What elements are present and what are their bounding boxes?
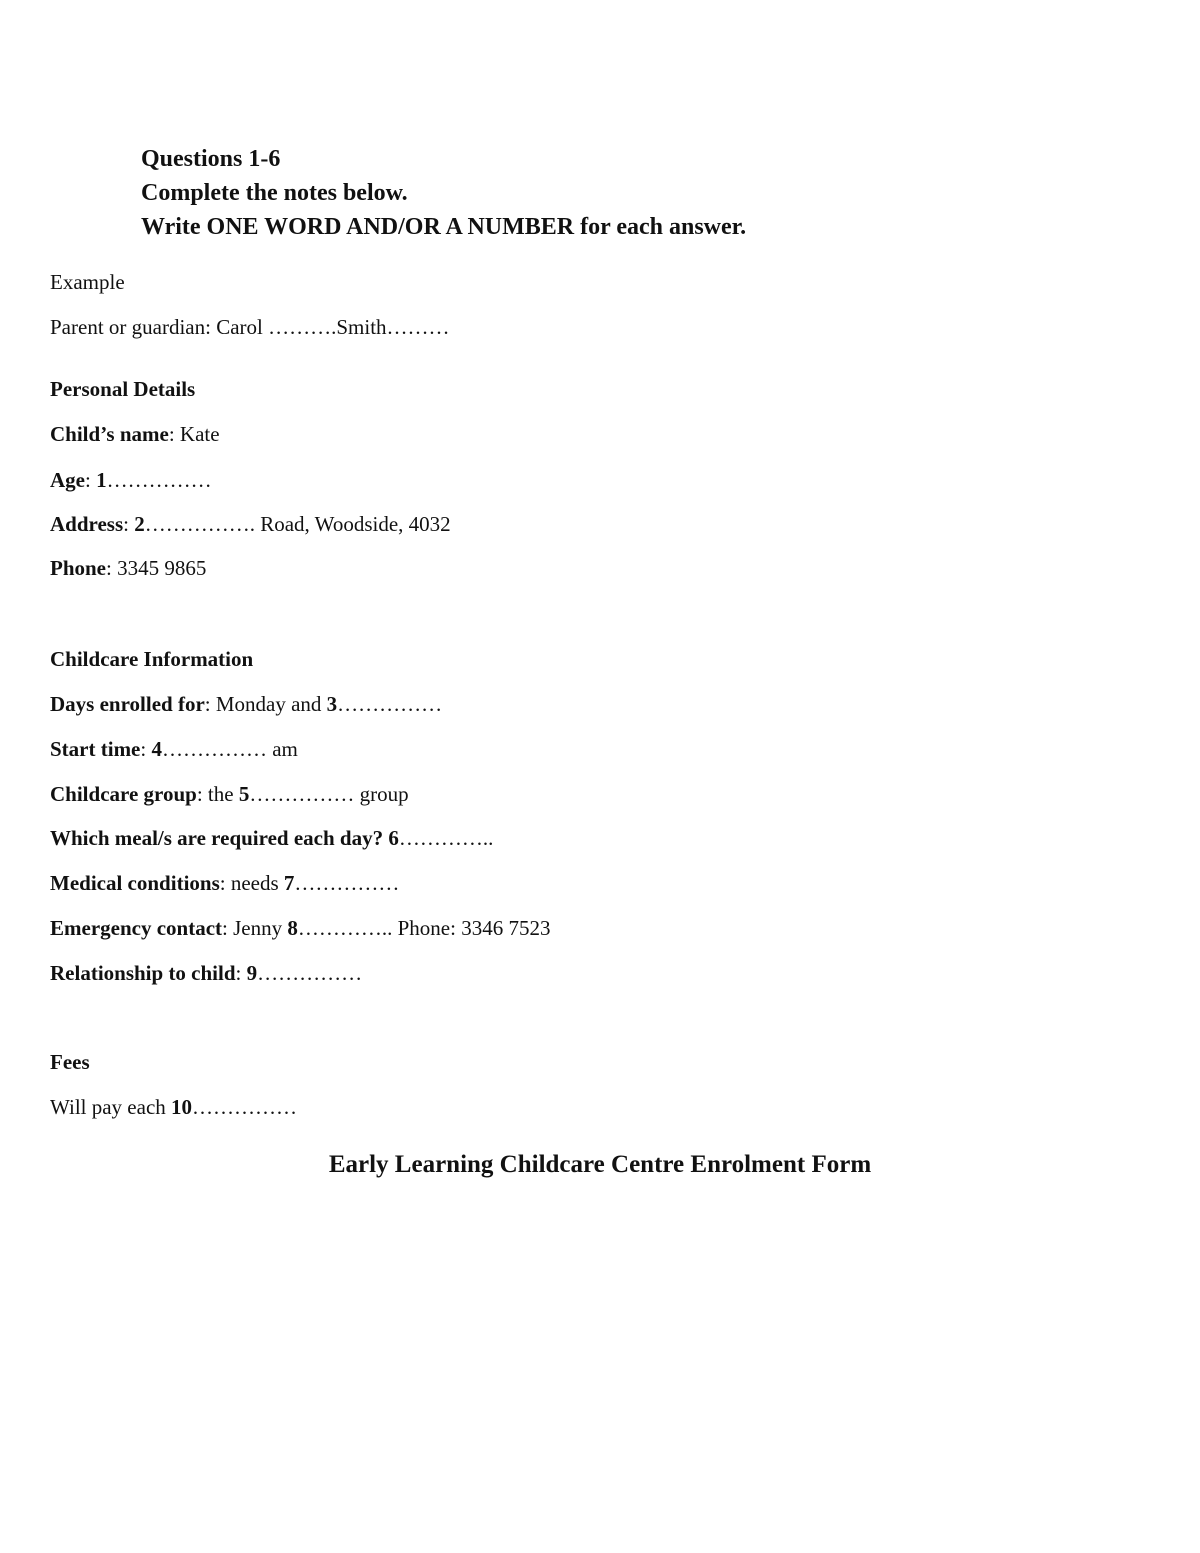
emergency-contact-value: ………….. Phone: 3346 7523	[297, 916, 551, 940]
question-10-blank: ……………	[192, 1095, 298, 1119]
write-instruction: Write ONE WORD AND/OR A NUMBER for each answer.	[141, 214, 747, 240]
address-value: ……………. Road, Woodside, 4032	[144, 512, 451, 536]
address-label: Address	[50, 512, 124, 536]
questions-heading: Questions 1-6	[141, 146, 281, 172]
complete-instruction: Complete the notes below.	[141, 180, 408, 206]
question-4-number: 4	[151, 737, 162, 761]
address-row	[50, 510, 451, 538]
relationship-separator: :	[235, 961, 247, 985]
question-2-number: 2	[134, 512, 145, 536]
days-enrolled-row	[50, 690, 442, 718]
question-9-number: 9	[246, 961, 258, 985]
question-9-blank: ……………	[257, 961, 363, 985]
medical-conditions-label: Medical conditions	[50, 871, 220, 895]
fees-heading: Fees	[50, 1050, 90, 1074]
form-title: Early Learning Childcare Centre Enrolment Form	[328, 1151, 872, 1178]
age-separator: :	[85, 468, 97, 492]
age-row	[50, 466, 212, 494]
medical-conditions-row	[50, 869, 399, 897]
age-label: Age	[50, 468, 85, 492]
relationship-label: Relationship to child	[50, 961, 236, 985]
emergency-contact-label: Emergency contact	[50, 916, 223, 940]
start-time-value: …………… am	[161, 737, 298, 761]
question-1-blank: ……………	[106, 468, 212, 492]
instructions-block	[141, 142, 746, 244]
fees-prefix: Will pay each	[50, 1095, 172, 1119]
question-6-blank: …………..	[398, 826, 494, 850]
phone-label: Phone	[50, 556, 107, 580]
question-7-number: 7	[283, 871, 295, 895]
question-3-number: 3	[326, 692, 338, 716]
meals-label: Which meal/s are required each day? 6	[50, 826, 399, 850]
child-name-value: : Kate	[168, 422, 220, 446]
emergency-contact-row	[50, 914, 550, 942]
question-3-blank: ……………	[337, 692, 443, 716]
question-1-number: 1	[96, 468, 107, 492]
childcare-information-heading: Childcare Information	[50, 647, 254, 671]
emergency-contact-prefix: : Jenny	[222, 916, 288, 940]
childcare-group-prefix: : the	[196, 782, 239, 806]
child-name-row	[50, 420, 220, 448]
start-time-label: Start time	[50, 737, 141, 761]
relationship-row	[50, 959, 362, 987]
address-separator: :	[123, 512, 135, 536]
childcare-group-value: …………… group	[249, 782, 409, 806]
question-7-blank: ……………	[294, 871, 400, 895]
question-10-number: 10	[171, 1095, 193, 1119]
childcare-group-label: Childcare group	[50, 782, 197, 806]
meals-row	[50, 824, 493, 852]
fees-row	[50, 1093, 297, 1121]
phone-value: : 3345 9865	[106, 556, 207, 580]
phone-row	[50, 554, 206, 582]
days-enrolled-label: Days enrolled for	[50, 692, 205, 716]
personal-details-heading: Personal Details	[50, 377, 196, 401]
medical-conditions-prefix: : needs	[219, 871, 284, 895]
child-name-label: Child’s name	[50, 422, 169, 446]
example-text: Parent or guardian: Carol ……….Smith………	[50, 315, 450, 339]
question-5-number: 5	[238, 782, 250, 806]
days-enrolled-value: : Monday and	[204, 692, 327, 716]
question-8-number: 8	[287, 916, 298, 940]
start-time-separator: :	[140, 737, 152, 761]
childcare-group-row	[50, 780, 409, 808]
example-label: Example	[50, 270, 125, 294]
start-time-row	[50, 735, 298, 763]
